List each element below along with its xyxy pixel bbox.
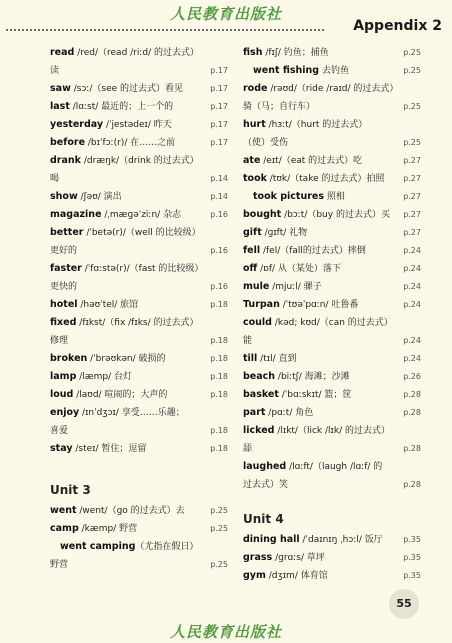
vocab-entry: [50, 440, 228, 458]
entry-definition: /ɒf/ 从（某处）落下: [257, 264, 341, 274]
entry-text: [50, 188, 122, 206]
entry-definition: /ˈfɑːstə(r)/（fast 的比较级）: [81, 264, 204, 274]
entry-definition: 喝: [50, 174, 60, 184]
entry-text: [243, 332, 252, 350]
entry-text: [243, 296, 358, 314]
headword: hurt: [243, 119, 266, 130]
headword: faster: [50, 263, 82, 274]
headword: went fishing: [253, 65, 320, 76]
unit-3-entry-list: [50, 502, 228, 574]
entry-text: [50, 224, 201, 242]
vocab-entry: [50, 404, 228, 422]
vocab-entry: [243, 134, 421, 152]
vocab-entry: [243, 188, 421, 206]
page-ref: p.24: [403, 264, 421, 273]
entry-text: [50, 422, 68, 440]
vocab-entry: [50, 188, 228, 206]
vocab-entry: [243, 260, 421, 278]
entry-text: [50, 116, 172, 134]
entry-definition: /ˈbrəʊkən/ 破损的: [87, 354, 166, 364]
entry-text: [243, 152, 362, 170]
entry-definition: 修理: [50, 336, 69, 346]
page-ref: p.25: [210, 506, 228, 515]
entry-text: [243, 260, 341, 278]
headword: could: [243, 317, 272, 328]
entry-definition: /fɪʃ/ 钓鱼；捕鱼: [262, 48, 329, 58]
entry-definition: /ˈbɑːskɪt/ 篮；筐: [278, 390, 352, 400]
vocab-entry: [243, 350, 421, 368]
entry-text: [50, 62, 59, 80]
vocab-entry: [50, 98, 228, 116]
headword: beach: [243, 371, 276, 382]
page-ref: p.17: [210, 102, 228, 111]
entry-text: [243, 567, 328, 585]
headword: before: [50, 137, 86, 148]
vocab-entry: [50, 116, 228, 134]
headword: basket: [243, 389, 279, 400]
entry-text: [243, 206, 390, 224]
entry-text: [50, 332, 68, 350]
entry-definition: 能: [243, 336, 253, 346]
entry-definition: /red/（read /riːd/ 的过去式）: [74, 48, 200, 58]
headword: took: [243, 173, 267, 184]
entry-definition: /lɑːft/（laugh /lɑːf/ 的: [286, 462, 383, 472]
entry-definition: /ɪnˈdʒɔɪ/ 享受……乐趣；: [79, 408, 185, 418]
vocab-entry: [50, 278, 228, 296]
page-ref: p.25: [210, 560, 228, 569]
page-ref: p.25: [210, 524, 228, 533]
page-ref: p.27: [403, 192, 421, 201]
entry-definition: /lɑːst/ 最近的；上一个的: [69, 102, 174, 112]
publisher-logo-top: 人民教育出版社: [169, 5, 282, 23]
entry-definition: （使）受伤: [243, 138, 289, 148]
vocab-entry: [243, 549, 421, 567]
page-ref: p.26: [403, 372, 421, 381]
entry-text: [243, 314, 393, 332]
vocab-entry: [243, 170, 421, 188]
entry-definition: 更快的: [50, 282, 78, 292]
header-dotted-rule: [6, 29, 324, 31]
vocab-entry: [243, 476, 421, 494]
headword: broken: [50, 353, 88, 364]
entry-text: [243, 386, 351, 404]
entry-definition: /ˈbetə(r)/（well 的比较级）: [83, 228, 201, 238]
page-ref: p.14: [210, 174, 228, 183]
entry-text: [243, 422, 390, 440]
page-ref: p.28: [403, 390, 421, 399]
entry-definition: /tɪl/ 直到: [257, 354, 297, 364]
vocab-entry: [50, 350, 228, 368]
headword: magazine: [50, 209, 102, 220]
page-ref: p.28: [403, 480, 421, 489]
vocab-entry: [243, 404, 421, 422]
vocab-entry: [50, 80, 228, 98]
vocab-entry: [50, 422, 228, 440]
headword: ate: [243, 155, 261, 166]
vocab-entry: [243, 44, 421, 62]
entry-definition: 去钓鱼: [319, 66, 349, 76]
entry-text: [50, 556, 68, 574]
headword: mule: [243, 281, 270, 292]
entry-definition: /fɪkst/（fix /fɪks/ 的过去式）: [76, 318, 199, 328]
page-ref: p.17: [210, 84, 228, 93]
entry-text: [243, 531, 383, 549]
entry-text: [50, 368, 132, 386]
right-column: [243, 44, 421, 585]
headword: rode: [243, 83, 268, 94]
entry-definition: 舔: [243, 444, 253, 454]
page-ref: p.25: [403, 102, 421, 111]
entry-definition: /went/（go 的过去式）去: [76, 506, 185, 516]
entry-text: [243, 188, 345, 206]
entry-definition: 骑（马；自行车）: [243, 102, 316, 112]
page-ref: p.16: [210, 210, 228, 219]
entry-text: [50, 44, 199, 62]
left-entry-list: [50, 44, 228, 458]
vocab-entry: [243, 296, 421, 314]
vocab-entry: [243, 80, 421, 98]
entry-definition: /mjuːl/ 骡子: [269, 282, 322, 292]
entry-text: [243, 134, 288, 152]
page-ref: p.18: [210, 336, 228, 345]
page-ref: p.24: [403, 282, 421, 291]
vocab-entry: [50, 134, 228, 152]
vocab-entry: [50, 314, 228, 332]
vocab-entry: [243, 242, 421, 260]
entry-text: [243, 278, 322, 296]
left-column: [50, 44, 228, 574]
entry-text: [50, 170, 59, 188]
headword: show: [50, 191, 78, 202]
page-ref: p.27: [403, 156, 421, 165]
page-ref: p.25: [403, 48, 421, 57]
publisher-logo-bottom: 人民教育出版社: [169, 623, 282, 641]
entry-definition: /hɜːt/（hurt 的过去式）: [265, 120, 368, 130]
entry-definition: /laʊd/ 喧闹的；大声的: [73, 390, 168, 400]
entry-text: [243, 549, 325, 567]
entry-definition: /ˈdaɪnɪŋ ˌhɔːl/ 饭厅: [299, 535, 383, 545]
page-ref: p.18: [210, 300, 228, 309]
entry-text: [243, 458, 382, 476]
entry-definition: /fel/（fall的过去式）摔倒: [260, 246, 366, 256]
page-ref: p.17: [210, 138, 228, 147]
entry-definition: /ɡrɑːs/ 草坪: [272, 553, 325, 563]
entry-definition: /dʒɪm/ 体育馆: [265, 571, 328, 581]
vocab-entry: [243, 314, 421, 332]
entry-definition: /ɡɪft/ 礼物: [261, 228, 308, 238]
entry-text: [243, 80, 398, 98]
vocab-entry: [50, 368, 228, 386]
entry-text: [50, 278, 77, 296]
vocab-entry: [243, 116, 421, 134]
vocab-entry: [243, 62, 421, 80]
headword: off: [243, 263, 258, 274]
entry-definition: 过去式）笑: [243, 480, 289, 490]
entry-definition: /kæmp/ 野营: [78, 524, 138, 534]
page-ref: p.17: [210, 66, 228, 75]
page-ref: p.18: [210, 390, 228, 399]
entry-text: [243, 404, 313, 422]
entry-text: [50, 350, 166, 368]
vocab-entry: [50, 386, 228, 404]
right-entry-list: [243, 44, 421, 494]
entry-text: [50, 134, 175, 152]
entry-text: [243, 62, 349, 80]
page-ref: p.18: [210, 444, 228, 453]
entry-text: [50, 260, 203, 278]
entry-text: [50, 404, 185, 422]
entry-definition: 喜爱: [50, 426, 69, 436]
vocab-entry: [243, 224, 421, 242]
entry-text: [50, 206, 181, 224]
headword: camp: [50, 523, 79, 534]
headword: yesterday: [50, 119, 104, 130]
entry-definition: （尤指在假日）: [135, 542, 199, 552]
entry-definition: /bɪˈfɔː(r)/ 在……之前: [85, 138, 176, 148]
page-ref: p.28: [403, 408, 421, 417]
entry-definition: /ˈtʊəˈpɑːn/ 吐鲁番: [279, 300, 359, 310]
headword: bought: [243, 209, 282, 220]
entry-text: [50, 502, 185, 520]
entry-text: [243, 44, 329, 62]
entry-text: [50, 152, 199, 170]
vocab-entry: [50, 520, 228, 538]
page-ref: p.17: [210, 120, 228, 129]
entry-definition: /biːtʃ/ 海滩；沙滩: [275, 372, 350, 382]
vocab-entry: [243, 278, 421, 296]
vocab-entry: [243, 440, 421, 458]
vocab-entry: [243, 422, 421, 440]
page-ref: p.24: [403, 300, 421, 309]
entry-definition: /ˌmæɡəˈziːn/ 杂志: [101, 210, 182, 220]
entry-definition: /bɔːt/（buy 的过去式）买: [281, 210, 390, 220]
vocab-entry: [50, 556, 228, 574]
headword: dining hall: [243, 534, 300, 545]
entry-definition: /tʊk/（take 的过去式）拍照: [266, 174, 385, 184]
entry-text: [50, 538, 198, 556]
entry-definition: /læmp/ 台灯: [76, 372, 132, 382]
vocab-entry: [243, 332, 421, 350]
headword: enjoy: [50, 407, 80, 418]
page-ref: p.16: [210, 282, 228, 291]
vocab-entry: [50, 62, 228, 80]
entry-definition: /eɪt/（eat 的过去式）吃: [260, 156, 363, 166]
entry-text: [243, 368, 350, 386]
entry-definition: 野营: [50, 560, 69, 570]
entry-definition: /sɔː/（see 的过去式）看见: [70, 84, 184, 94]
vocab-entry: [50, 170, 228, 188]
headword: fish: [243, 47, 263, 58]
headword: licked: [243, 425, 275, 436]
page-ref: p.24: [403, 246, 421, 255]
vocab-entry: [50, 206, 228, 224]
headword: went camping: [60, 541, 136, 552]
page-ref: p.27: [403, 210, 421, 219]
vocab-entry: [50, 242, 228, 260]
headword: Turpan: [243, 299, 280, 310]
vocab-entry: [243, 386, 421, 404]
headword: went: [50, 505, 77, 516]
entry-text: [243, 224, 307, 242]
entry-text: [243, 440, 252, 458]
entry-definition: /ʃəʊ/ 演出: [77, 192, 122, 202]
entry-definition: /rəʊd/（ride /raɪd/ 的过去式）: [267, 84, 399, 94]
entry-text: [50, 296, 138, 314]
entry-text: [50, 520, 137, 538]
entry-text: [243, 98, 315, 116]
headword: read: [50, 47, 75, 58]
vocab-entry: [243, 206, 421, 224]
vocab-entry: [50, 332, 228, 350]
page-ref: p.35: [403, 571, 421, 580]
vocab-entry: [243, 368, 421, 386]
page-ref: p.27: [403, 174, 421, 183]
page-ref: p.25: [403, 66, 421, 75]
headword: stay: [50, 443, 73, 454]
entry-text: [50, 386, 167, 404]
page-ref: p.18: [210, 354, 228, 363]
headword: drank: [50, 155, 81, 166]
section-gap: [50, 458, 228, 478]
page-ref: p.25: [403, 138, 421, 147]
appendix-title: Appendix 2: [353, 18, 442, 34]
entry-text: [243, 116, 367, 134]
headword: laughed: [243, 461, 287, 472]
page-ref: p.24: [403, 336, 421, 345]
entry-definition: /steɪ/ 暂住；逗留: [72, 444, 147, 454]
page-ref: p.28: [403, 444, 421, 453]
entry-definition: /kəd; kʊd/（can 的过去式）: [271, 318, 393, 328]
unit-4-heading: Unit 4: [243, 512, 284, 526]
vocab-entry: [50, 44, 228, 62]
headword: till: [243, 353, 258, 364]
headword: gift: [243, 227, 262, 238]
vocab-entry: [50, 224, 228, 242]
page-ref: p.16: [210, 246, 228, 255]
headword: better: [50, 227, 84, 238]
page-number: 55: [389, 589, 419, 619]
headword: took pictures: [253, 191, 324, 202]
page-ref: p.27: [403, 228, 421, 237]
page-ref: p.18: [210, 426, 228, 435]
entry-text: [50, 98, 173, 116]
unit-4-entry-list: [243, 531, 421, 585]
page-ref: p.18: [210, 372, 228, 381]
headword: fixed: [50, 317, 77, 328]
vocab-entry: [243, 152, 421, 170]
vocab-entry: [50, 260, 228, 278]
headword: grass: [243, 552, 273, 563]
page-ref: p.14: [210, 192, 228, 201]
vocab-entry: [50, 538, 228, 556]
entry-text: [50, 314, 199, 332]
entry-definition: /lɪkt/（lick /lɪk/ 的过去式）: [274, 426, 390, 436]
entry-definition: /pɑːt/ 角色: [265, 408, 314, 418]
vocab-entry: [243, 458, 421, 476]
headword: fell: [243, 245, 261, 256]
vocab-entry: [50, 296, 228, 314]
entry-text: [50, 440, 146, 458]
vocab-entry: [243, 531, 421, 549]
vocab-entry: [50, 152, 228, 170]
entry-text: [243, 242, 366, 260]
headword: hotel: [50, 299, 78, 310]
entry-definition: 照相: [324, 192, 345, 202]
entry-text: [50, 80, 183, 98]
headword: saw: [50, 83, 71, 94]
headword: gym: [243, 570, 266, 581]
vocab-entry: [243, 98, 421, 116]
headword: part: [243, 407, 266, 418]
page-ref: p.35: [403, 553, 421, 562]
entry-definition: /dræŋk/（drink 的过去式）: [80, 156, 199, 166]
headword: loud: [50, 389, 74, 400]
headword: lamp: [50, 371, 77, 382]
page-ref: p.35: [403, 535, 421, 544]
entry-definition: /ˈjestədeɪ/ 昨天: [103, 120, 172, 130]
entry-text: [50, 242, 77, 260]
vocab-entry: [50, 502, 228, 520]
headword: last: [50, 101, 70, 112]
entry-definition: /həʊˈtel/ 旅馆: [77, 300, 139, 310]
section-gap: [243, 494, 421, 507]
entry-text: [243, 170, 384, 188]
entry-text: [243, 350, 296, 368]
entry-text: [243, 476, 288, 494]
unit-3-heading: Unit 3: [50, 483, 91, 497]
vocab-entry: [243, 567, 421, 585]
entry-definition: 更好的: [50, 246, 78, 256]
entry-definition: 读: [50, 66, 60, 76]
page-ref: p.24: [403, 354, 421, 363]
